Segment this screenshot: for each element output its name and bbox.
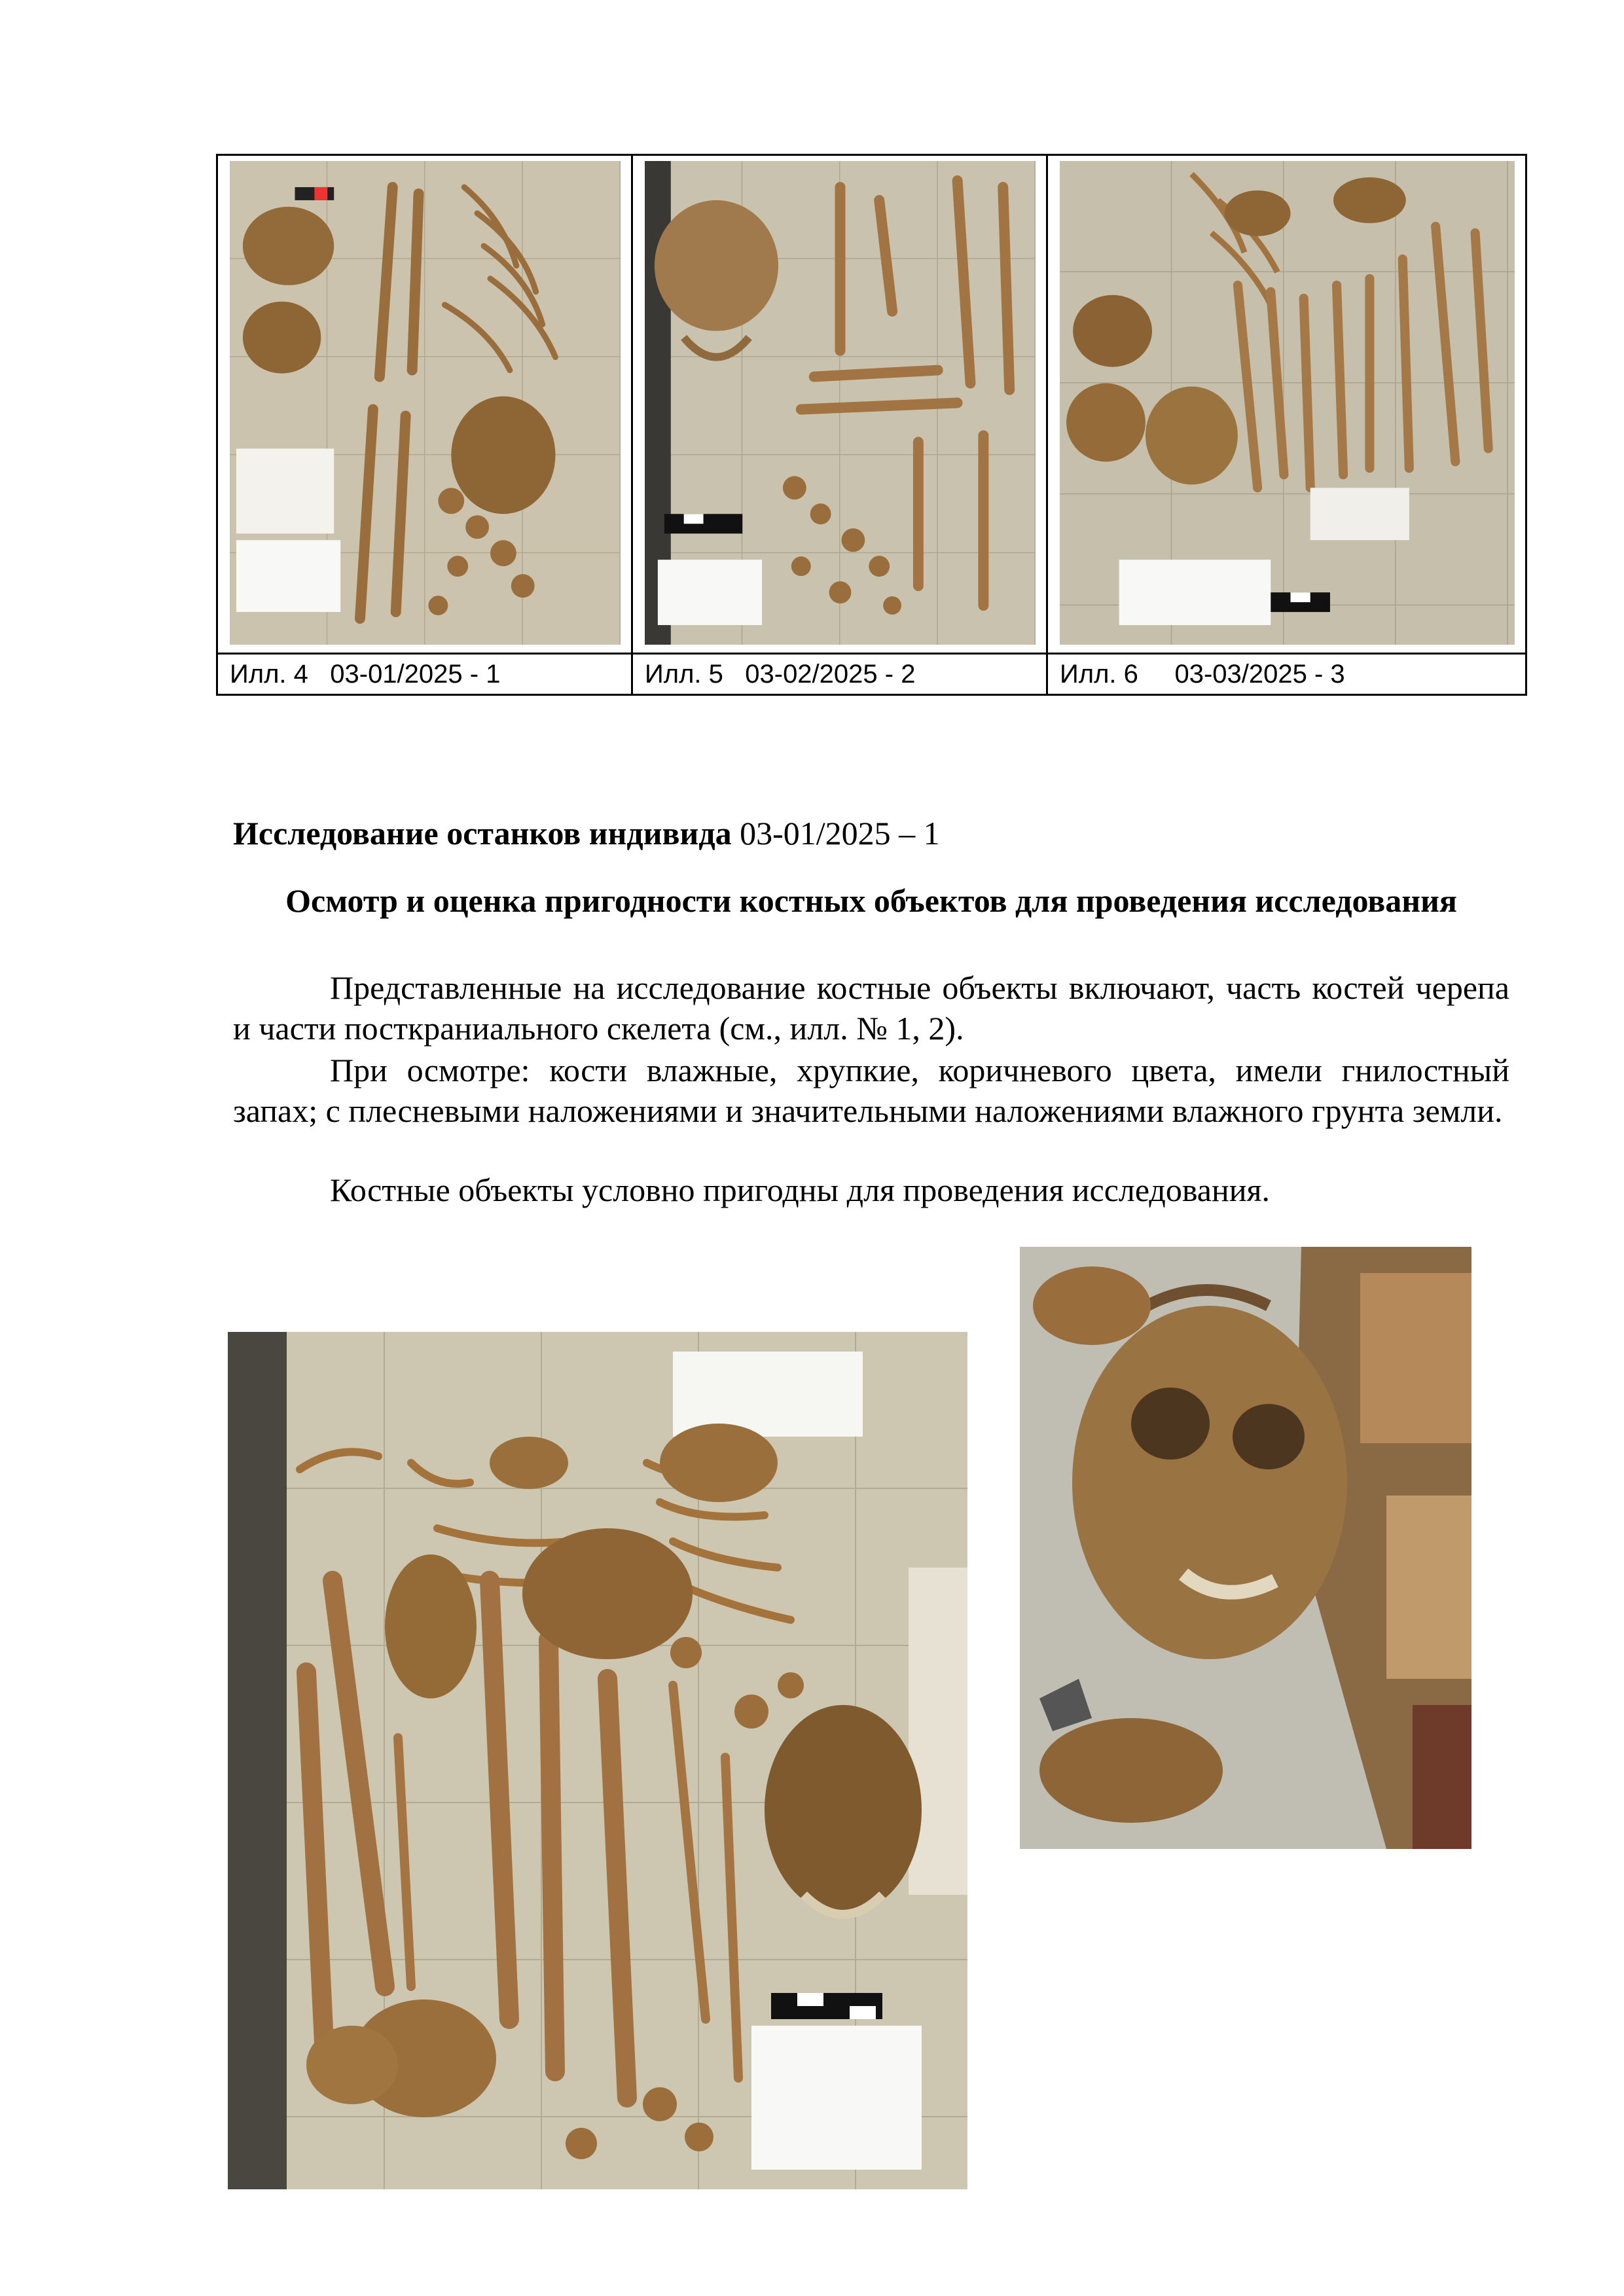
section-heading-bold: Исследование останков индивида [233,815,732,852]
photo-cell-2 [633,156,1048,655]
paragraph-inspection: При осмотре: кости влажные, хрупкие, коричневого цвета, имели гнилостный запах; с плесневыми наложениями и значительными наложениями влажного грунта земли. [233,1052,1509,1129]
caption-cell-1 [218,655,633,694]
photo-cell-1 [218,156,633,655]
photo-bones-3 [1060,161,1515,645]
photo-bones-layout [228,1332,967,2189]
photo-bones-2 [645,161,1036,645]
caption-prefix: Илл. 5 [645,660,723,689]
caption-code: 03-01/2025 - 1 [330,660,501,689]
caption-prefix: Илл. 6 [1060,660,1138,689]
caption-code: 03-03/2025 - 3 [1174,660,1345,689]
caption-prefix: Илл. 4 [230,660,308,689]
paragraph-composition: Представленные на исследование костные объекты включают, часть костей черепа и части посткраниального скелета (см., илл. № 1, 2). [233,969,1509,1047]
caption-cell-3 [1048,655,1525,694]
caption-cell-2 [633,655,1048,694]
section-heading [233,810,940,856]
caption-code: 03-02/2025 - 2 [745,660,916,689]
photo-table [216,154,1527,696]
photo-cell-3 [1048,156,1525,655]
photo-skull [1020,1247,1471,1849]
paragraph-suitability: Костные объекты условно пригодны для проведения исследования. [330,1172,1271,1208]
subsection-title: Осмотр и оценка пригодности костных объектов для проведения исследования [285,882,1457,919]
photo-bones-1 [230,161,621,645]
section-heading-code: 03-01/2025 – 1 [740,815,940,852]
